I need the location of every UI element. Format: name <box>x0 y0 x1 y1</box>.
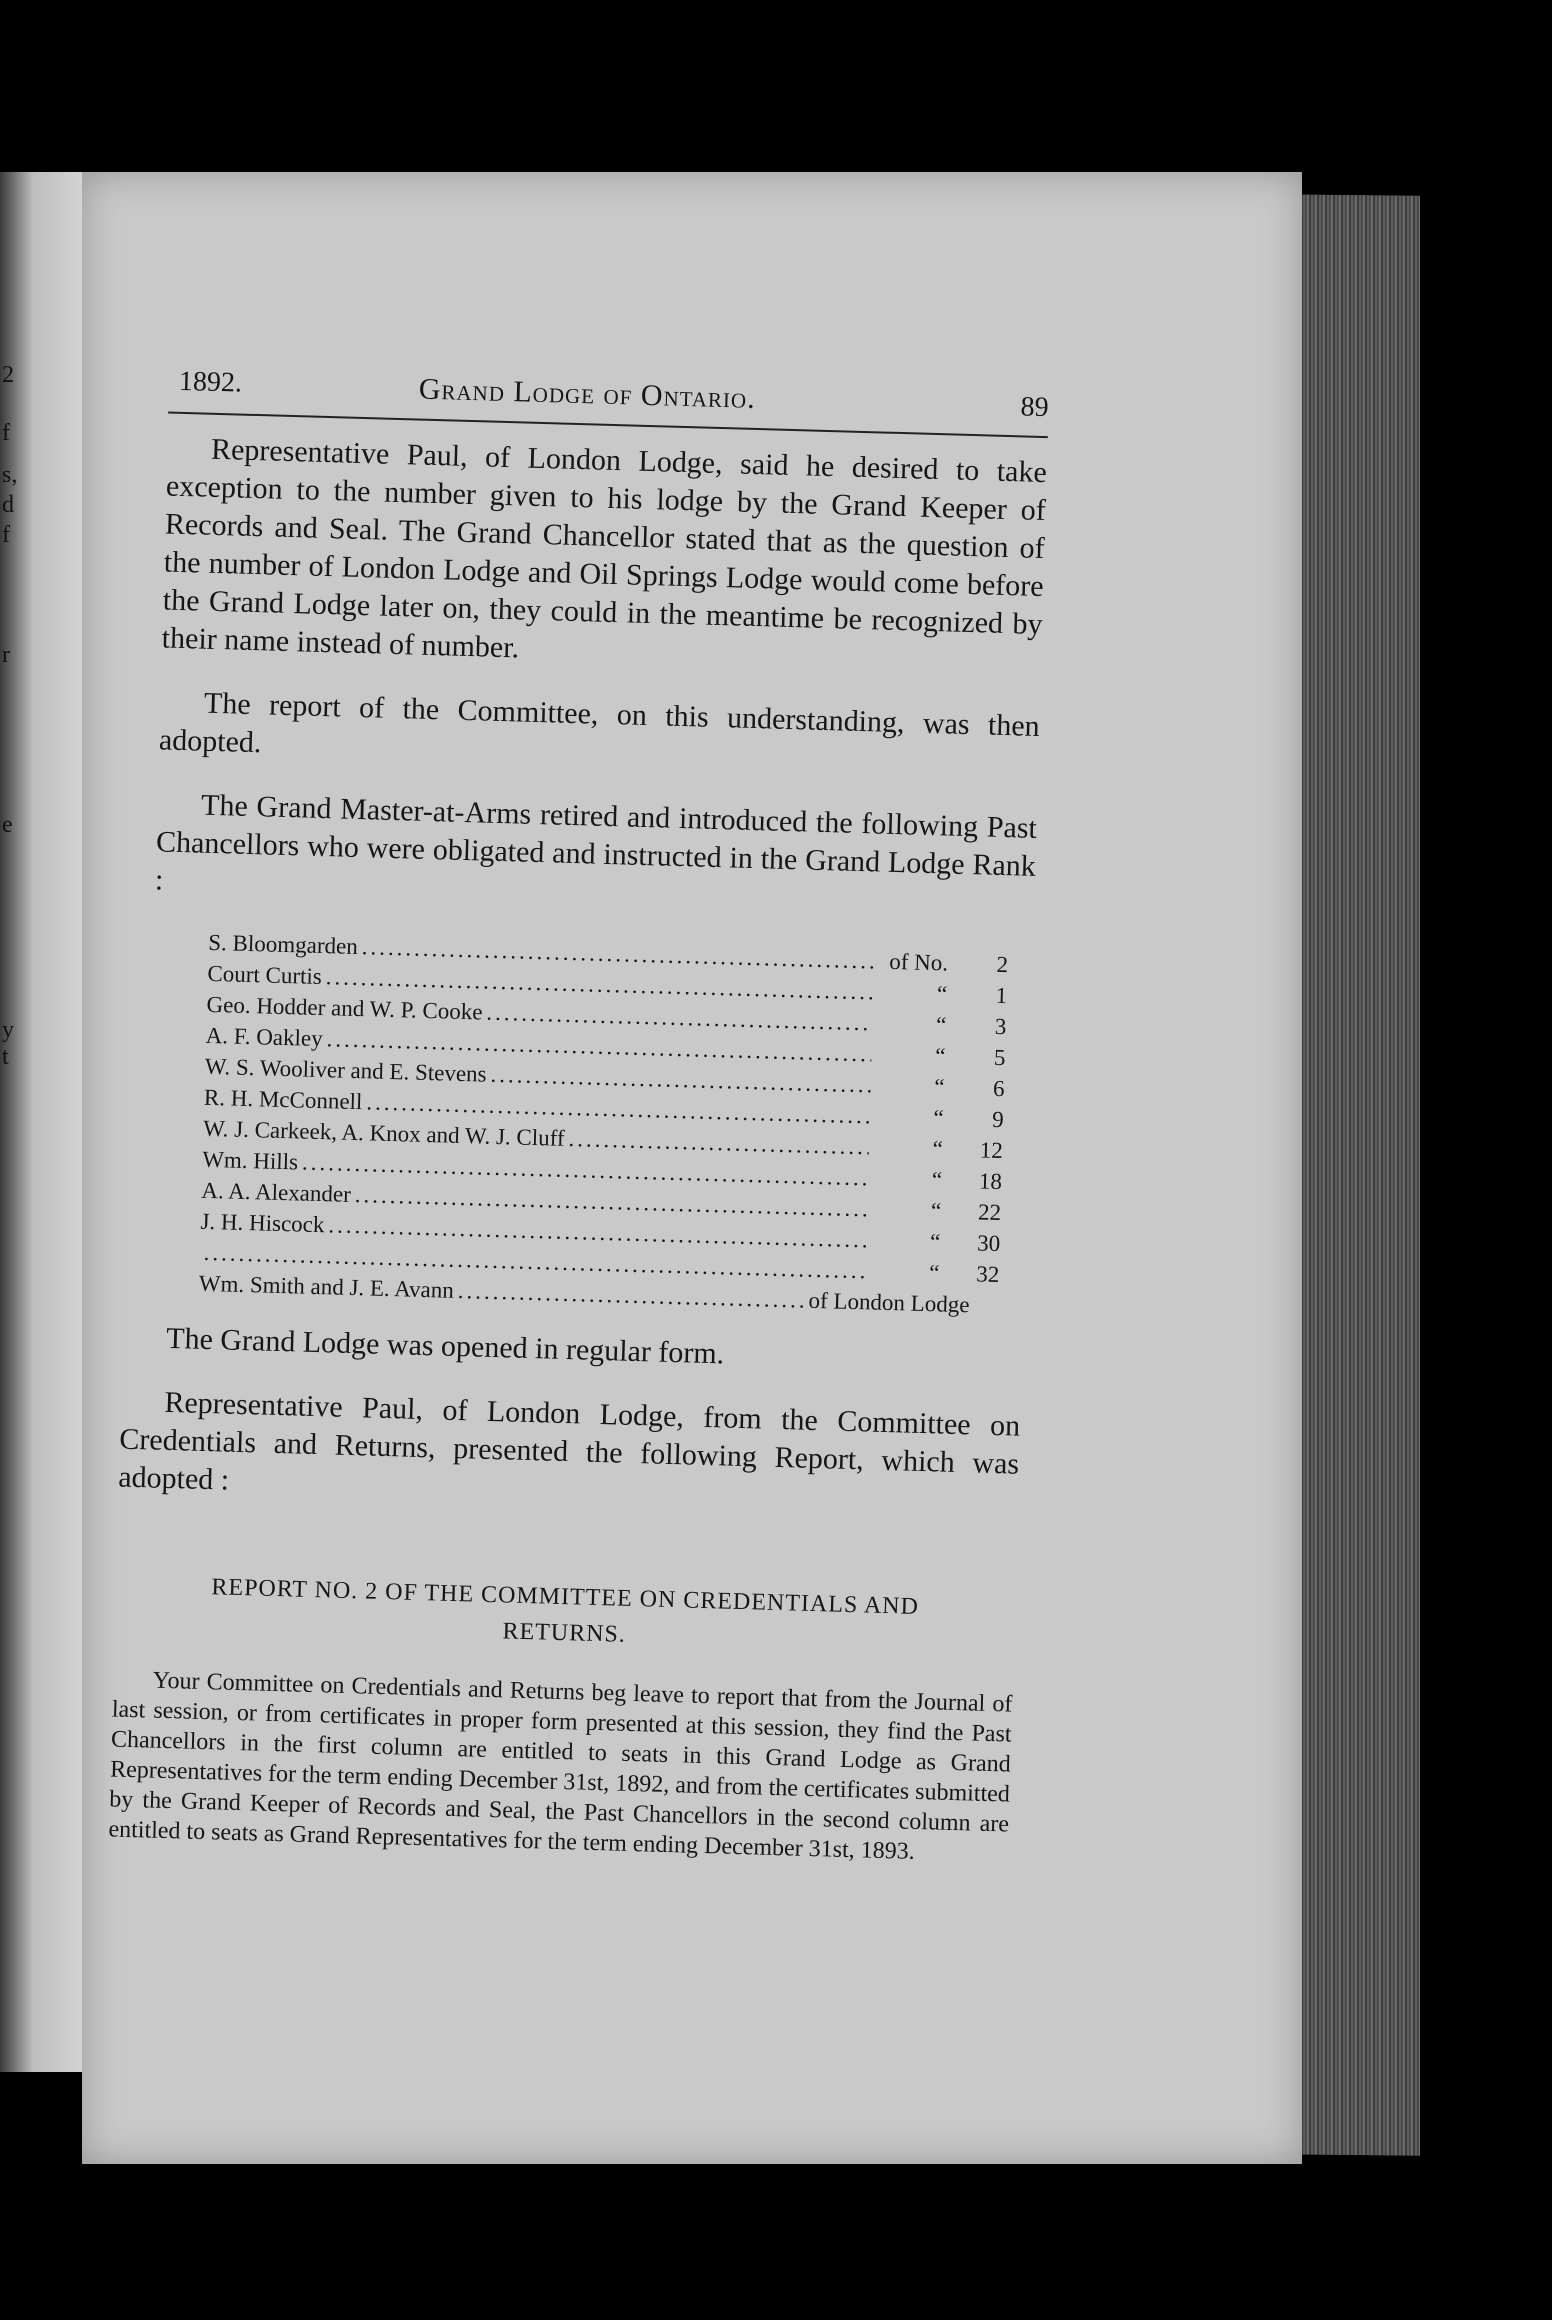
fragment: e <box>2 812 13 838</box>
lodge-prefix: “ <box>930 1198 942 1224</box>
lodge-number: 2 <box>996 951 1009 978</box>
lodge-number: 18 <box>978 1168 1003 1195</box>
chancellor-name: Court Curtis <box>207 960 323 990</box>
chancellor-name: A. F. Oakley <box>205 1022 324 1052</box>
fragment: d <box>2 492 14 518</box>
chancellor-name: S. Bloomgarden <box>207 929 359 960</box>
fragment: f <box>2 522 10 548</box>
chancellor-name: Wm. Smith and J. E. Avann <box>198 1270 455 1303</box>
lodge-number: 6 <box>992 1075 1005 1102</box>
lodge-prefix: “ <box>934 1043 946 1069</box>
lodge-prefix: of London Lodge <box>808 1287 970 1318</box>
lodge-number: 30 <box>976 1230 1001 1257</box>
lodge-number: 9 <box>991 1106 1005 1133</box>
chancellor-name: Geo. Hodder and W. P. Cooke <box>206 991 483 1025</box>
chancellor-name: W. J. Carkeek, A. Knox and W. J. Cluff <box>202 1115 565 1151</box>
paragraph: The Grand Lodge was opened in regular form. <box>165 1321 725 1371</box>
chancellor-name: R. H. McConnell <box>203 1084 363 1115</box>
report-heading <box>114 1567 1016 1664</box>
lodge-number: 3 <box>994 1013 1007 1040</box>
paragraph: Representative Paul, of London Lodge, said he desired to take exception to the number given to his lodge by the Grand Keeper of Records and Seal. The Grand Chancellor stated that as the question of the number of London Lodge and Oil Springs Lodge would come before the Grand Lodge later on, they could in the meantime be recognized by their name instead of number. <box>161 432 1048 665</box>
report-heading-line: REPORT NO. 2 OF THE COMMITTEE ON CREDENTIALS AND <box>211 1574 920 1620</box>
lodge-prefix: “ <box>928 1260 940 1286</box>
page-number: 89 <box>1020 391 1050 424</box>
lodge-number: 32 <box>976 1261 1000 1288</box>
lodge-number: 5 <box>993 1044 1006 1071</box>
chancellor-name: A. A. Alexander <box>201 1177 352 1207</box>
facing-page-edge <box>0 172 82 2072</box>
lodge-prefix: “ <box>931 1167 943 1193</box>
past-chancellors-list <box>198 927 1008 1321</box>
fragment: s, <box>2 462 18 488</box>
lodge-prefix: “ <box>933 1105 945 1131</box>
chancellor-name: W. S. Wooliver and E. Stevens <box>204 1053 487 1087</box>
fragment: y <box>2 1017 14 1043</box>
chancellor-name: Wm. Hills <box>201 1146 299 1175</box>
paragraph: Representative Paul, of London Lodge, from the Committee on Credentials and Returns, presented the following Report, which was adopted : <box>117 1385 1021 1497</box>
page-content <box>108 345 1050 1870</box>
fragment: t <box>2 1044 9 1070</box>
fragment: 2 <box>2 362 14 388</box>
lodge-prefix: “ <box>932 1136 944 1162</box>
chancellor-name: J. H. Hiscock <box>200 1208 325 1238</box>
report-text: Your Committee on Credentials and Returns beg leave to report that from the Journal of last session, or from certificates in proper form presented at this session, they find the Past Chancellors in the first column are entitled to seats in this Grand Lodge as Grand Representatives for the term ending December 31st, 1892, and from the certificates submitted by the Grand Keeper of Records and Seal, the Past Chancellors in the second column are entitled to seats as Grand Representatives for the term ending December 31st, 1893. <box>108 1667 1013 1865</box>
report-heading-line: RETURNS. <box>502 1618 627 1648</box>
lodge-prefix: “ <box>934 1074 945 1100</box>
lodge-prefix: “ <box>935 1012 947 1038</box>
header-year: 1892. <box>178 365 243 399</box>
paragraph: The Grand Master-at-Arms retired and introduced the following Past Chancellors who were obligated and instructed in the Grand Lodge Rank : <box>154 788 1038 897</box>
fragment: f <box>2 420 10 446</box>
paragraph: The report of the Committee, on this understanding, was then adopted. <box>158 686 1041 760</box>
lodge-number: 22 <box>977 1199 1002 1226</box>
header-title: Grand Lodge of Ontario. <box>418 372 757 415</box>
lodge-prefix: “ <box>929 1229 941 1255</box>
lodge-prefix: “ <box>936 981 948 1007</box>
lodge-number: 12 <box>979 1137 1004 1164</box>
lodge-prefix: of No. <box>888 948 949 976</box>
lodge-number: 1 <box>995 982 1008 1009</box>
fragment: r <box>2 642 10 668</box>
